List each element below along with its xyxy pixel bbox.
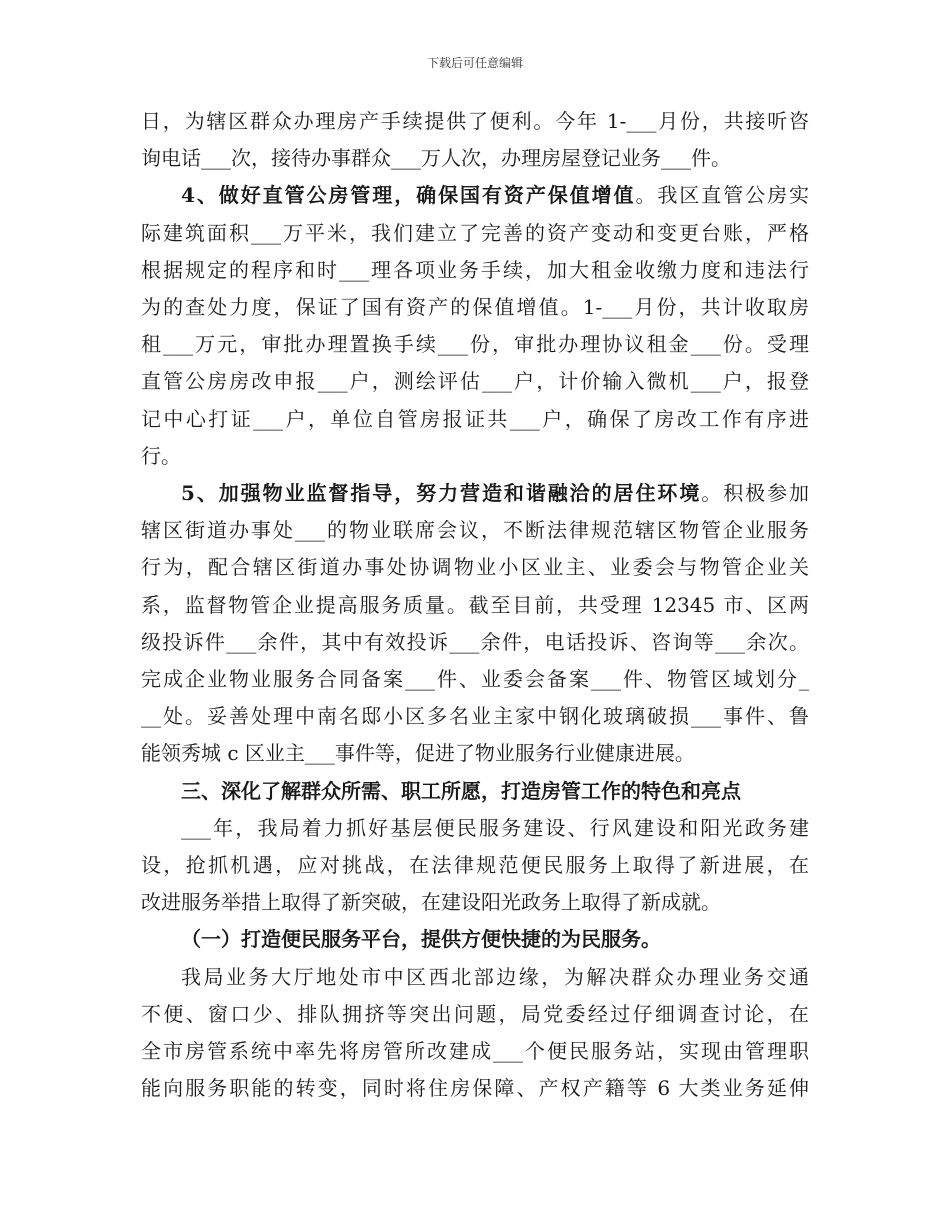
page-header-note: 下载后可任意编辑 bbox=[426, 56, 523, 70]
body-text: 。积极参加 bbox=[701, 481, 809, 506]
text-line bbox=[141, 847, 809, 884]
text-line bbox=[141, 773, 809, 810]
body-text: 能向服务职能的转变，同时将住房保障、产权产籍等 6 大类业务延伸 bbox=[141, 1076, 809, 1101]
body-text: ___年，我局着力抓好基层便民服务建设、行风建设和阳光政务建 bbox=[181, 815, 809, 840]
body-text: 记中心打证___户，单位自管房报证共___户，确保了房改工作有序进 bbox=[141, 406, 809, 431]
body-text: 行。 bbox=[141, 443, 181, 468]
body-text: 行为，配合辖区街道办事处协调物业小区业主、业委会与物管企业关 bbox=[141, 555, 809, 580]
text-line bbox=[141, 177, 809, 214]
body-text: 完成企业物业服务合同备案___件、业委会备案___件、物管区域划分_ bbox=[141, 667, 809, 692]
text-line bbox=[141, 512, 809, 549]
body-text: 级投诉件___余件，其中有效投诉___余件，电话投诉、咨询等___余次。 bbox=[141, 629, 809, 654]
body-text: 。我区直管公房实 bbox=[635, 183, 809, 208]
text-line bbox=[141, 438, 809, 475]
text-line bbox=[141, 921, 809, 958]
body-text: 系，监督物管企业提高服务质量。截至目前，共受理 12345 市、区两 bbox=[141, 592, 809, 617]
text-line bbox=[141, 624, 809, 661]
body-text: 能领秀城 c 区业主___事件等，促进了物业服务行业健康进展。 bbox=[141, 741, 695, 766]
text-line bbox=[141, 698, 809, 735]
text-line bbox=[141, 959, 809, 996]
body-text: 全市房管系统中率先将房管所改建成___个便民服务站，实现由管理职 bbox=[141, 1039, 809, 1064]
text-line bbox=[141, 996, 809, 1033]
body-text: 根据规定的程序和时___理各项业务手续，加大租金收缴力度和违法行 bbox=[141, 257, 809, 282]
text-line bbox=[141, 363, 809, 400]
body-text: 询电话___次，接待办事群众___万人次，办理房屋登记业务___件。 bbox=[141, 146, 731, 171]
body-text: 日，为辖区群众办理房产手续提供了便利。今年 1-___月份，共接听咨 bbox=[141, 109, 809, 133]
body-text: 直管公房房改申报___户，测绘评估___户，计价输入微机___户，报登 bbox=[141, 369, 809, 394]
text-line bbox=[141, 549, 809, 586]
text-line bbox=[141, 1070, 809, 1107]
body-text: 租___万元，审批办理置换手续___份，审批办理协议租金___份。受理 bbox=[141, 332, 809, 357]
bold-heading-text: （一）打造便民服务平台，提供方便快捷的为民服务。 bbox=[181, 927, 661, 952]
body-text: 为的查处力度，保证了国有资产的保值增值。1-___月份，共计收取房 bbox=[141, 295, 809, 320]
body-text: 设，抢抓机遇，应对挑战，在法律规范便民服务上取得了新进展，在 bbox=[141, 853, 809, 878]
text-line bbox=[141, 661, 809, 698]
text-line bbox=[141, 289, 809, 326]
body-text: 际建筑面积___万平米，我们建立了完善的资产变动和变更台账，严格 bbox=[141, 220, 809, 245]
text-line bbox=[141, 252, 809, 289]
text-line bbox=[141, 140, 809, 177]
text-line bbox=[141, 587, 809, 624]
text-line bbox=[141, 1033, 809, 1070]
body-text: 我局业务大厅地处市中区西北部边缘，为解决群众办理业务交通 bbox=[181, 964, 809, 989]
text-line bbox=[141, 735, 809, 772]
text-line bbox=[141, 215, 809, 252]
text-line bbox=[141, 401, 809, 438]
text-line bbox=[141, 475, 809, 512]
text-line bbox=[141, 810, 809, 847]
bold-heading-text: 三、深化了解群众所需、职工所愿，打造房管工作的特色和亮点 bbox=[181, 778, 741, 803]
body-text: 不便、窗口少、排队拥挤等突出问题，局党委经过仔细调查讨论，在 bbox=[141, 1001, 809, 1026]
text-line bbox=[141, 103, 809, 140]
body-text: 辖区街道办事处___的物业联席会议，不断法律规范辖区物管企业服务 bbox=[141, 518, 809, 543]
text-line bbox=[141, 326, 809, 363]
body-text: 改进服务举措上取得了新突破，在建设阳光政务上取得了新成就。 bbox=[141, 890, 721, 915]
text-line bbox=[141, 884, 809, 921]
document-body bbox=[141, 103, 809, 1107]
bold-heading-text: 4、做好直管公房管理，确保国有资产保值增值 bbox=[181, 183, 636, 208]
body-text: __处。妥善处理中南名邸小区多名业主家中钢化玻璃破损___事件、鲁 bbox=[141, 704, 809, 729]
bold-heading-text: 5、加强物业监督指导，努力营造和谐融洽的居住环境 bbox=[181, 481, 702, 506]
